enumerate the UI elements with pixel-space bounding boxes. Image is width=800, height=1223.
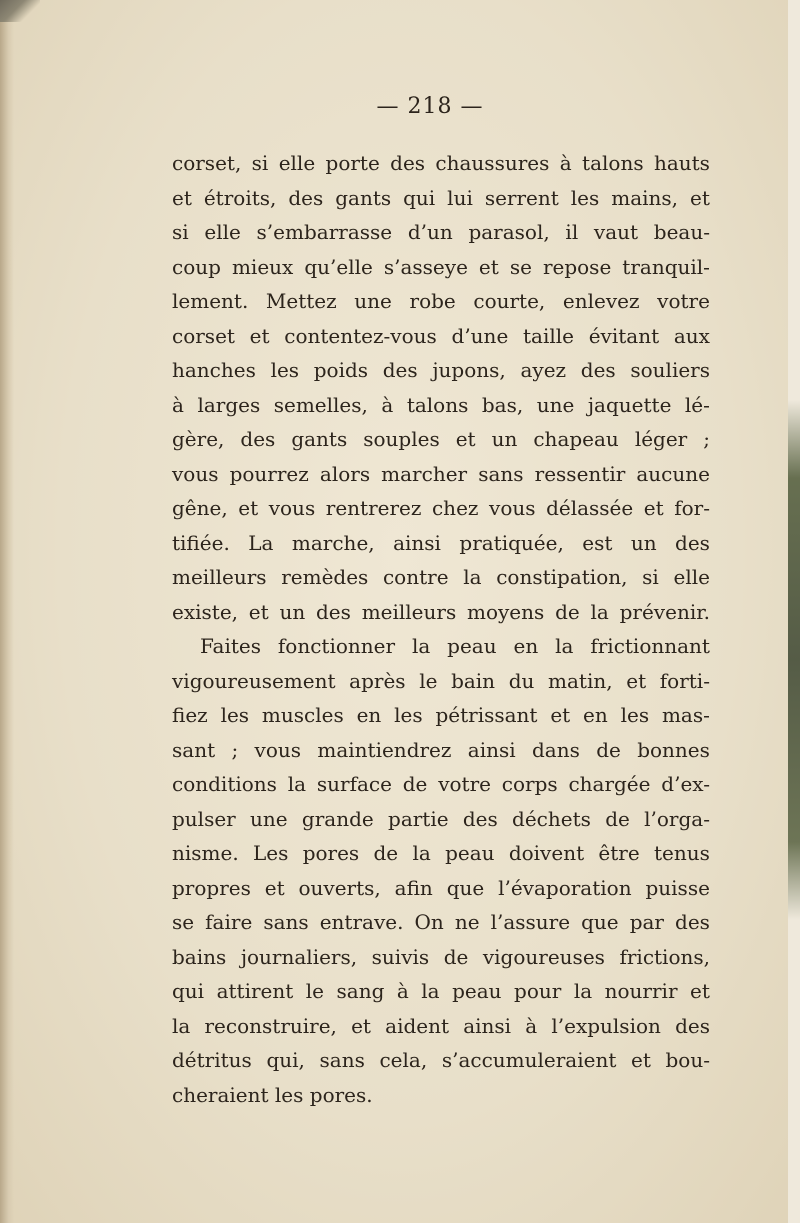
text-line: bains journaliers, suivis de vigoureuses frictions,	[172, 944, 710, 969]
text-line: lement. Mettez une robe courte, enlevez votre	[172, 289, 710, 313]
text-line: Faites fonctionner la peau en la frictionnant	[200, 634, 710, 658]
text-line: conditions la surface de votre corps chargée d’ex-	[172, 772, 710, 796]
text-line: si elle s’embarrasse d’un parasol, il vaut beau-	[172, 220, 710, 244]
page-left-edge	[0, 0, 14, 1223]
text-line: corset et contentez-vous d’une taille évitant aux	[172, 323, 710, 348]
page-corner-mark	[0, 0, 40, 22]
text-line: nisme. Les pores de la peau doivent être tenus	[172, 841, 710, 865]
text-line: hanches les poids des jupons, ayez des souliers	[172, 358, 710, 382]
text-line: détritus qui, sans cela, s’accumuleraient et bou-	[172, 1048, 710, 1072]
text-line: et étroits, des gants qui lui serrent les mains, et	[172, 185, 710, 210]
text-line: vous pourrez alors marcher sans ressentir aucune	[172, 461, 710, 486]
text-line: existe, et un des meilleurs moyens de la prévenir.	[172, 599, 710, 624]
text-line: se faire sans entrave. On ne l’assure que par des	[172, 910, 710, 934]
text-line: tifiée. La marche, ainsi pratiquée, est un des	[172, 530, 710, 555]
text-line: gère, des gants souples et un chapeau léger ;	[172, 427, 710, 451]
body-text	[172, 146, 710, 1112]
text-line: qui attirent le sang à la peau pour la nourrir et	[172, 979, 710, 1003]
text-line: la reconstruire, et aident ainsi à l’expulsion des	[172, 1013, 710, 1038]
page-number: — 218 —	[376, 94, 484, 119]
text-line: cheraient les pores.	[172, 1082, 373, 1107]
text-line: propres et ouverts, afin que l’évaporation puisse	[172, 875, 710, 900]
text-line: meilleurs remèdes contre la constipation, si elle	[172, 565, 710, 589]
text-line: corset, si elle porte des chaussures à talons hauts	[172, 151, 710, 175]
text-line: gêne, et vous rentrerez chez vous délassée et for-	[172, 496, 710, 520]
text-line: à larges semelles, à talons bas, une jaquette lé-	[172, 392, 710, 417]
page-edge-stain	[788, 400, 800, 920]
text-line: vigoureusement après le bain du matin, et forti-	[172, 668, 710, 693]
text-line: sant ; vous maintiendrez ainsi dans de bonnes	[172, 737, 710, 762]
text-line: pulser une grande partie des déchets de l’orga-	[172, 806, 710, 831]
text-line: fiez les muscles en les pétrissant et en les mas-	[172, 703, 710, 727]
text-line: coup mieux qu’elle s’asseye et se repose tranquil-	[172, 254, 710, 279]
